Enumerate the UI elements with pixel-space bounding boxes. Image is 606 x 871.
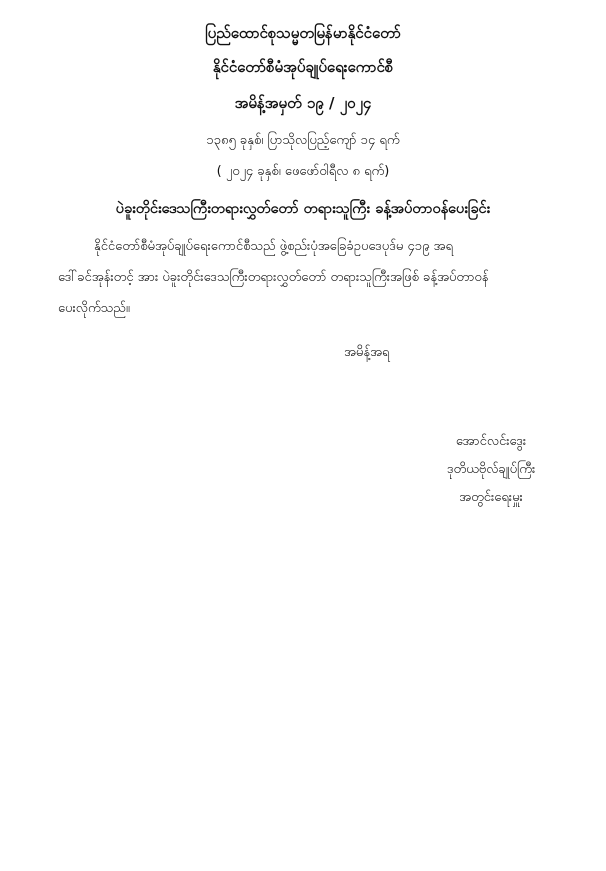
signature-block bbox=[396, 428, 586, 512]
order-subject: ပဲခူးတိုင်းဒေသကြီးတရားလွှတ်တော် တရားသူကြီး ခန့်အပ်တာဝန်ပေးခြင်း bbox=[115, 201, 491, 217]
body-line-2: ဒေါ်ခင်အုန်းတင့် အား ပဲခူးတိုင်းဒေသကြီးတရားလွှတ်တော် တရားသူကြီးအဖြစ် ခန့်အပ်တာဝန် bbox=[58, 270, 489, 285]
body-line-3: ပေးလိုက်သည်။ bbox=[58, 301, 130, 316]
header-council-name: နိုင်ငံတော်စီမံအုပ်ချုပ်ရေးကောင်စီ bbox=[212, 58, 394, 76]
header-country-name: ပြည်ထောင်စုသမ္မတမြန်မာနိုင်ငံတော် bbox=[205, 24, 401, 42]
signatory-role: အတွင်းရေးမှူး bbox=[459, 490, 523, 505]
body-line-1: နိုင်ငံတော်စီမံအုပ်ချုပ်ရေးကောင်စီသည် ဖွဲ့စည်းပုံအခြေခံဥပဒေပုဒ်မ ၄၁၉ အရ bbox=[94, 239, 453, 254]
order-by-label: အမိန့်အရ bbox=[344, 345, 390, 360]
signatory-name: အောင်လင်းဒွေး bbox=[455, 434, 527, 449]
order-number: အမိန့်အမှတ် ၁၉ / ၂၀၂၄ bbox=[234, 94, 372, 112]
signatory-rank: ဒုတိယဗိုလ်ချုပ်ကြီး bbox=[446, 462, 536, 477]
gregorian-date: ( ၂၀၂၄ ခုနှစ်၊ ဖေဖော်ဝါရီလ ၈ ရက်) bbox=[216, 164, 390, 179]
order-body bbox=[58, 231, 548, 324]
myanmar-date: ၁၃၈၅ ခုနှစ်၊ ပြာသိုလပြည့်ကျော် ၁၄ ရက် bbox=[206, 133, 400, 148]
